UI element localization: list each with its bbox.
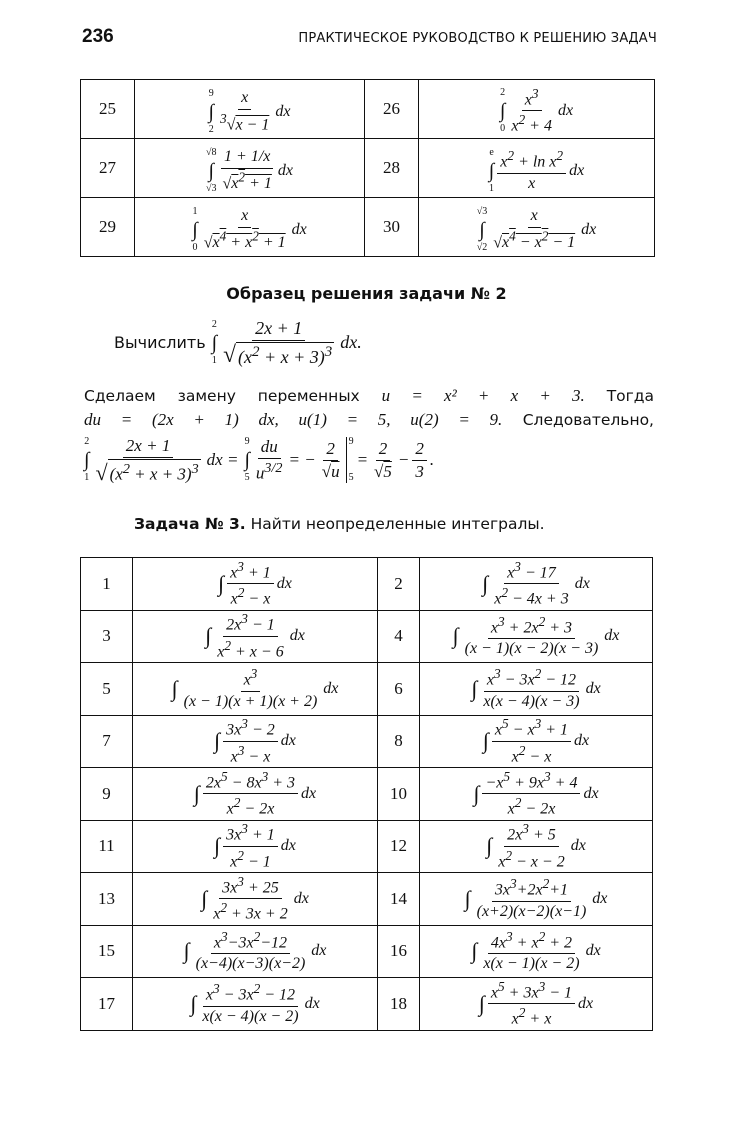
integral-expression: √8 ∫ √3 $\frac{1 + 1/x}{√x^2 + 1}$ dx (135, 139, 365, 198)
table-row (81, 139, 655, 198)
sample-integral: 2 ∫ 1 2x + 1 √ $(x^2 + x + 3)^3$ dx. (211, 318, 362, 368)
integral-expression: ∫ $\frac{x^5 - x^3 + 1}{x^2 - x}$ dx (420, 715, 653, 768)
table-row (81, 978, 653, 1031)
problem-number: 26 (365, 80, 419, 139)
integral-expression: ∫ $\frac{x^3}{(x - 1)(x + 1)(x + 2)}$ dx (133, 663, 378, 716)
problem-number: 12 (378, 820, 420, 873)
table-row (81, 820, 653, 873)
integral-expression: ∫ $\frac{x^3-3x^2-12}{(x-4)(x-3)(x-2)}$ dx (133, 925, 378, 978)
task3-heading (134, 515, 545, 533)
table-row (81, 715, 653, 768)
compute-statement (114, 318, 362, 367)
integral-expression: ∫ $\frac{x^3 - 3x^2 - 12}{x(x - 4)(x - 2)}$ dx (133, 978, 378, 1031)
problem-number: 18 (378, 978, 420, 1031)
integral-expression: ∫ $\frac{x^5 + 3x^3 - 1}{x^2 + x}$ dx (420, 978, 653, 1031)
integral-expression: ∫ $\frac{2x^3 + 5}{x^2 - x - 2}$ dx (420, 820, 653, 873)
problem-number: 30 (365, 198, 419, 257)
problem-number: 3 (81, 610, 133, 663)
integral-expression: ∫ $\frac{3x^3 + 1}{x^2 - 1}$ dx (133, 820, 378, 873)
substitution-line: Сделаем замену переменных u = x² + x + 3. Тогда (84, 386, 655, 405)
problem-number: 5 (81, 663, 133, 716)
integral-expression: ∫ $\frac{x^3 + 2x^2 + 3}{(x - 1)(x - 2)(x - 3)}$ dx (420, 610, 653, 663)
solution-equation: 2 ∫ 1 2x + 1 √ $(x^2 + x + 3)^3$ dx = 9 ∫ 5 $\frac{du}{u^{3/2}}$ = − $\frac{2}{√u}$ 9 5 = $\frac{2}{√5}$ − $\frac{2}{3}$ . (84, 436, 435, 485)
integral-expression: e ∫ 1 $\frac{x^2 + \ln x^2}{x}$ dx (419, 139, 655, 198)
page-number: 236 (82, 26, 114, 47)
problem-number: 15 (81, 925, 133, 978)
integral-expression: ∫ $\frac{4x^3 + x^2 + 2}{x(x - 1)(x - 2)}$ dx (420, 925, 653, 978)
integral-expression: ∫ $\frac{x^3 - 17}{x^2 - 4x + 3}$ dx (420, 558, 653, 611)
integral-expression: ∫ $\frac{x^3 + 1}{x^2 - x}$ dx (133, 558, 378, 611)
integrals-table-indefinite (80, 557, 653, 1031)
differential-line: du = (2x + 1) dx, u(1) = 5, u(2) = 9. Следовательно, (84, 410, 654, 429)
problem-number: 16 (378, 925, 420, 978)
problem-number: 25 (81, 80, 135, 139)
table-row (81, 80, 655, 139)
problem-number: 6 (378, 663, 420, 716)
table-row (81, 610, 653, 663)
problem-number: 27 (81, 139, 135, 198)
page-header (82, 26, 657, 50)
problem-number: 14 (378, 873, 420, 926)
problem-number: 1 (81, 558, 133, 611)
task3-text: Найти неопределенные интегралы. (250, 515, 545, 533)
table-row (81, 558, 653, 611)
problem-number: 28 (365, 139, 419, 198)
problem-number: 4 (378, 610, 420, 663)
integral-expression: ∫ $\frac{3x^3+2x^2+1}{(x+2)(x-2)(x-1)}$ dx (420, 873, 653, 926)
problem-number: 10 (378, 768, 420, 821)
integral-expression: 2 ∫ 0 $\frac{x^3}{x^2 + 4}$ dx (419, 80, 655, 139)
integral-expression: ∫ $\frac{3x^3 + 25}{x^2 + 3x + 2}$ dx (133, 873, 378, 926)
integral-expression: ∫ $\frac{2x^3 - 1}{x^2 + x - 6}$ dx (133, 610, 378, 663)
table-row (81, 663, 653, 716)
integrals-table-definite (80, 79, 655, 257)
problem-number: 7 (81, 715, 133, 768)
running-title: ПРАКТИЧЕСКОЕ РУКОВОДСТВО К РЕШЕНИЮ ЗАДАЧ (298, 31, 657, 46)
table-row (81, 925, 653, 978)
integral-expression: ∫ $\frac{2x^5 - 8x^3 + 3}{x^2 - 2x}$ dx (133, 768, 378, 821)
integral-expression: ∫ $\frac{3x^3 - 2}{x^3 - x}$ dx (133, 715, 378, 768)
problem-number: 11 (81, 820, 133, 873)
problem-number: 9 (81, 768, 133, 821)
compute-label: Вычислить (114, 333, 206, 353)
integral-expression: 9 ∫ 2 $\frac{x}{^3√x - 1}$ dx (135, 80, 365, 139)
integral-expression: 1 ∫ 0 $\frac{x}{√x^4 + x^2 + 1}$ dx (135, 198, 365, 257)
task3-label: Задача № 3. (134, 515, 246, 533)
table-row (81, 873, 653, 926)
integral-expression: ∫ $\frac{x^3 - 3x^2 - 12}{x(x - 4)(x - 3)}$ dx (420, 663, 653, 716)
problem-number: 17 (81, 978, 133, 1031)
sample-solution-title: Образец решения задачи № 2 (226, 284, 507, 303)
table-row (81, 768, 653, 821)
problem-number: 13 (81, 873, 133, 926)
integral-expression: ∫ $\frac{-x^5 + 9x^3 + 4}{x^2 - 2x}$ dx (420, 768, 653, 821)
problem-number: 2 (378, 558, 420, 611)
table-row (81, 198, 655, 257)
problem-number: 8 (378, 715, 420, 768)
problem-number: 29 (81, 198, 135, 257)
integral-expression: √3 ∫ √2 $\frac{x}{√x^4 - x^2 - 1}$ dx (419, 198, 655, 257)
